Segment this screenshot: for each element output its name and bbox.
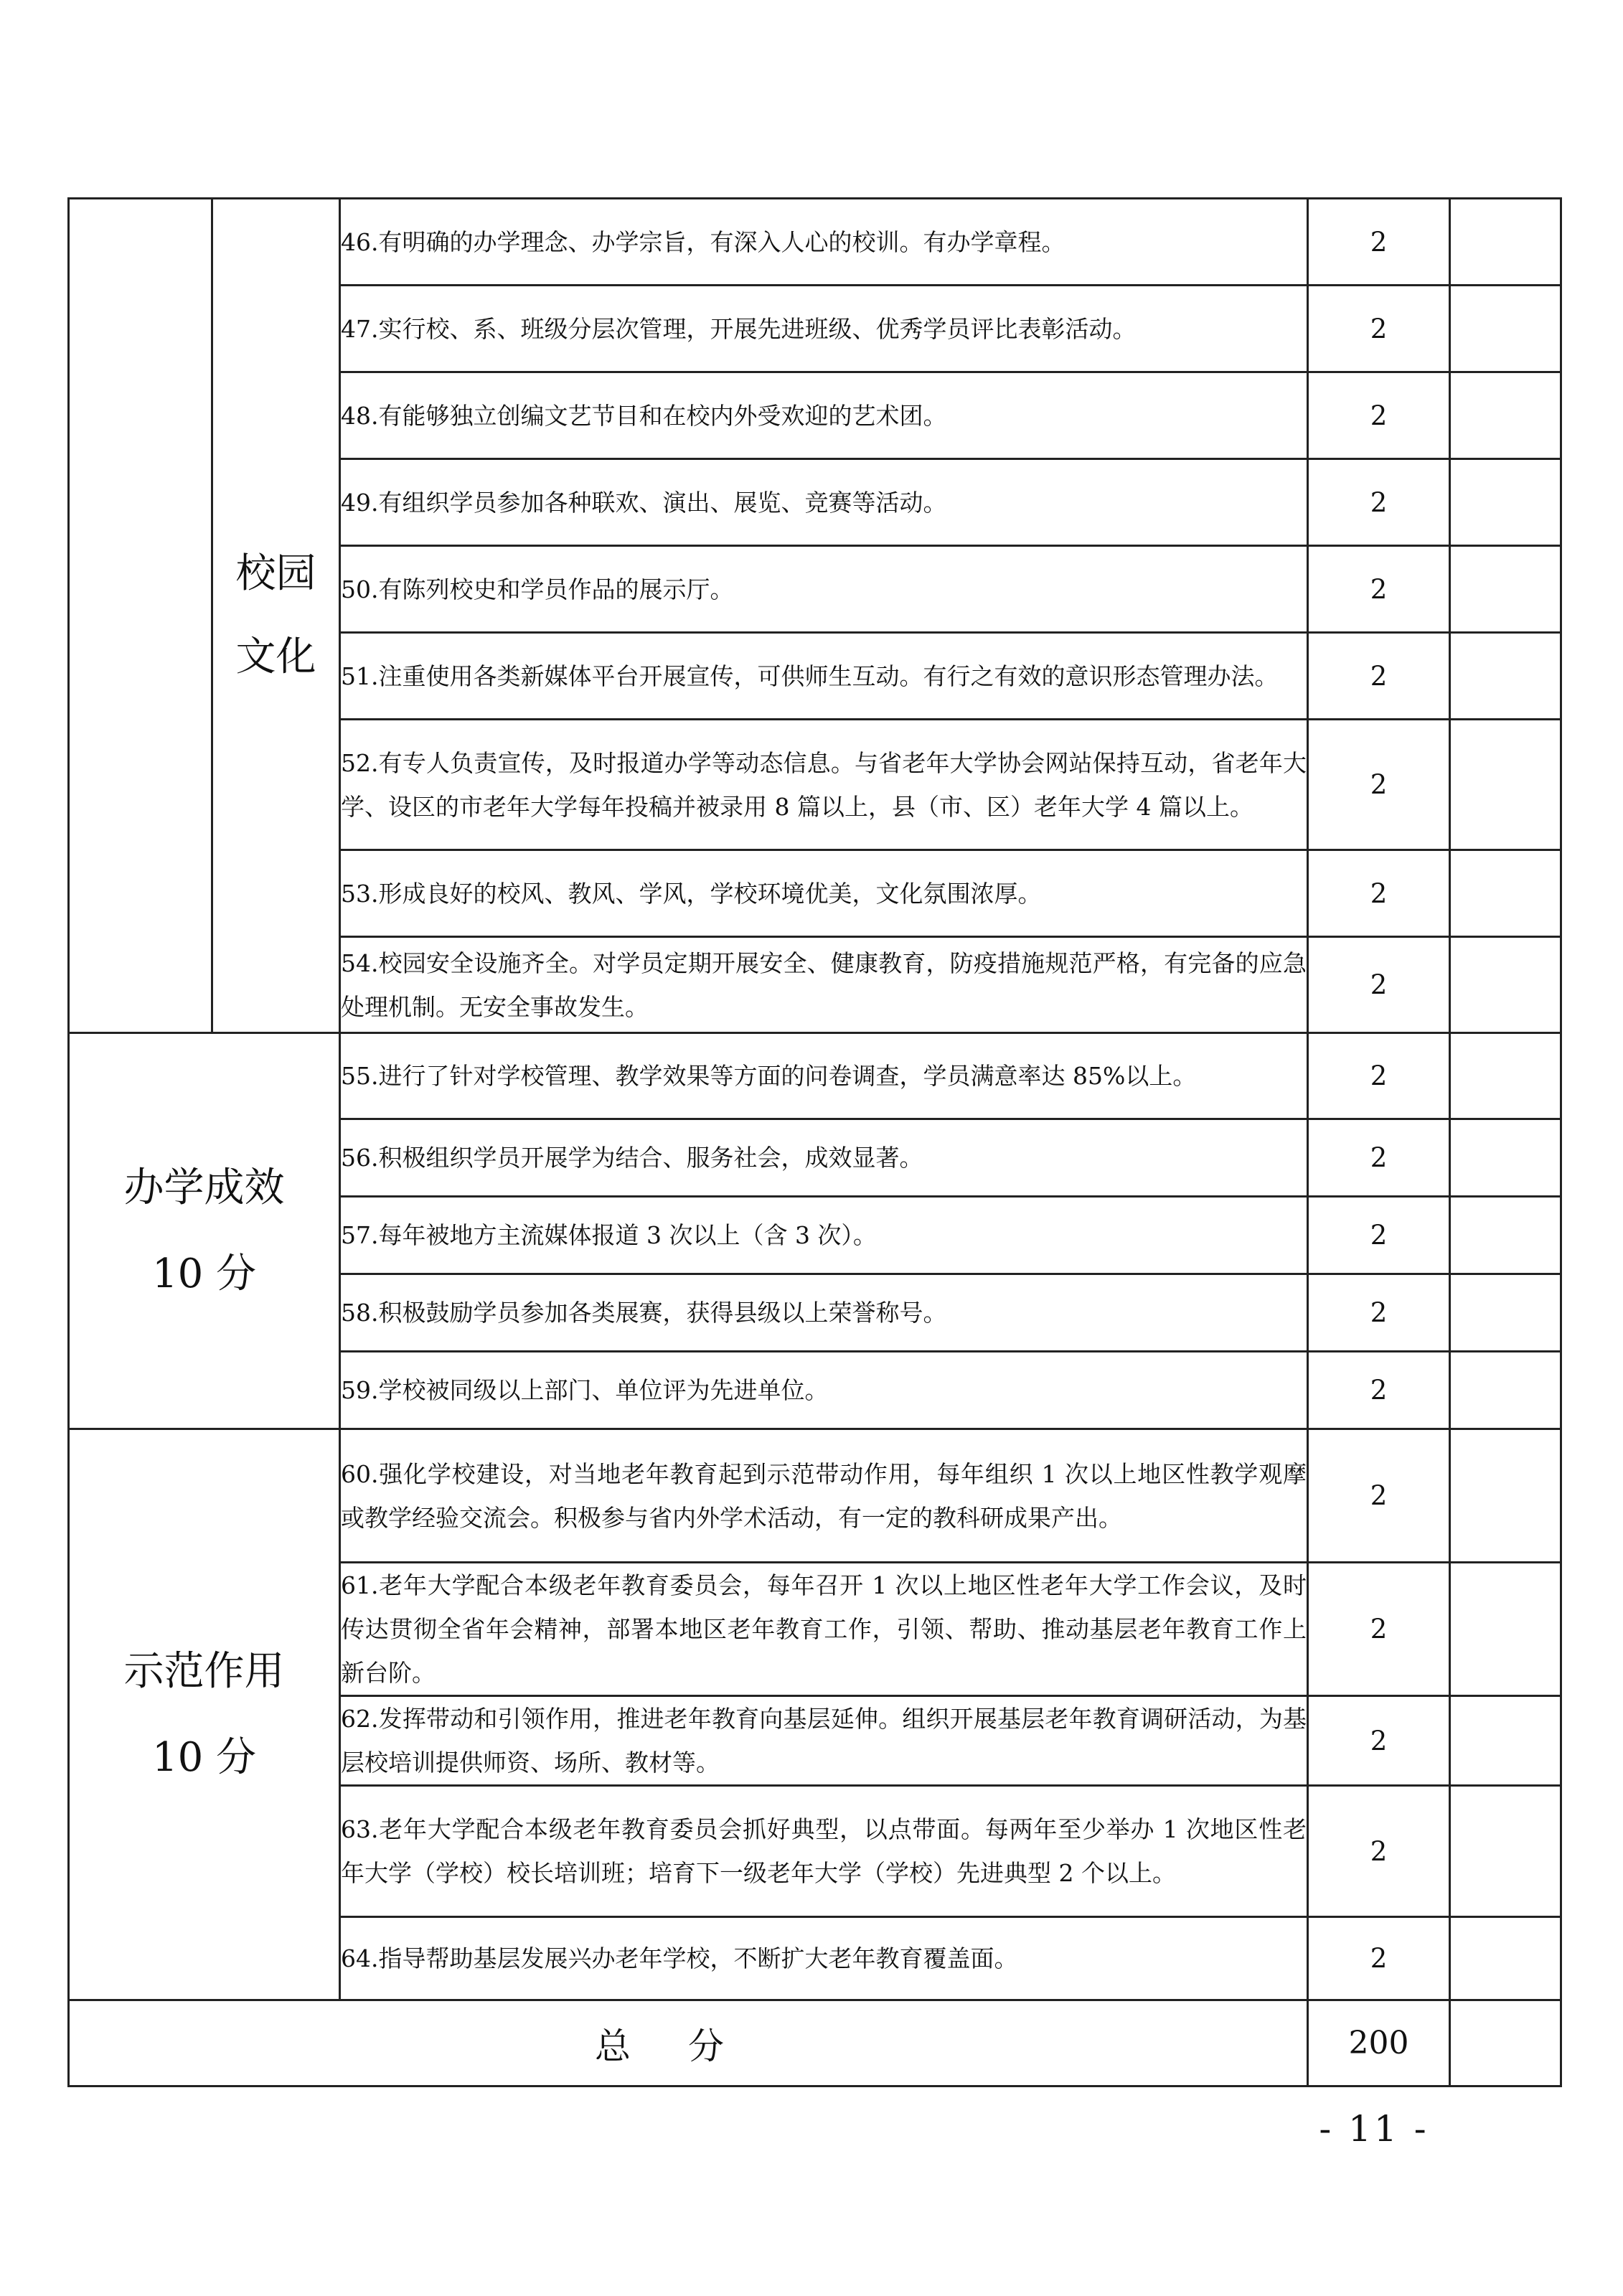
total-points: 200 [1308,2000,1450,2086]
score-cell-53[interactable] [1450,850,1561,937]
item-text-47: 47.实行校、系、班级分层次管理，开展先进班级、优秀学员评比表彰活动。 [340,286,1308,372]
score-cell-59[interactable] [1450,1352,1561,1429]
item-text-55: 55.进行了针对学校管理、教学效果等方面的问卷调查，学员满意率达 85%以上。 [340,1033,1308,1119]
item-text-61: 61.老年大学配合本级老年教育委员会，每年召开 1 次以上地区性老年大学工作会议，及时传达贯彻全省年会精神，部署本地区老年教育工作，引领、帮助、推动基层老年教育工作上新台阶。 [340,1563,1308,1696]
item-points-61: 2 [1308,1563,1450,1696]
item-points-60: 2 [1308,1429,1450,1563]
score-cell-50[interactable] [1450,546,1561,633]
item-text-60: 60.强化学校建设，对当地老年教育起到示范带动作用，每年组织 1 次以上地区性教学观摩或教学经验交流会。积极参与省内外学术活动，有一定的教科研成果产出。 [340,1429,1308,1563]
score-cell-54[interactable] [1450,937,1561,1033]
score-cell-57[interactable] [1450,1197,1561,1274]
item-points-46: 2 [1308,199,1450,286]
score-cell-62[interactable] [1450,1696,1561,1786]
item-text-63: 63.老年大学配合本级老年教育委员会抓好典型，以点带面。每两年至少举办 1 次地区性老年大学（学校）校长培训班；培育下一级老年大学（学校）先进典型 2 个以上。 [340,1786,1308,1917]
item-text-62: 62.发挥带动和引领作用，推进老年教育向基层延伸。组织开展基层老年教育调研活动，为基层校培训提供师资、场所、教材等。 [340,1696,1308,1786]
score-cell-61[interactable] [1450,1563,1561,1696]
item-points-63: 2 [1308,1786,1450,1917]
item-points-53: 2 [1308,850,1450,937]
item-text-56: 56.积极组织学员开展学为结合、服务社会，成效显著。 [340,1119,1308,1197]
item-text-64: 64.指导帮助基层发展兴办老年学校，不断扩大老年教育覆盖面。 [340,1917,1308,2000]
score-cell-47[interactable] [1450,286,1561,372]
item-text-53: 53.形成良好的校风、教风、学风，学校环境优美，文化氛围浓厚。 [340,850,1308,937]
item-points-55: 2 [1308,1033,1450,1119]
item-points-57: 2 [1308,1197,1450,1274]
table-row [69,1429,1561,1563]
item-text-51: 51.注重使用各类新媒体平台开展宣传，可供师生互动。有行之有效的意识形态管理办法。 [340,633,1308,720]
score-cell-64[interactable] [1450,1917,1561,2000]
item-points-62: 2 [1308,1696,1450,1786]
item-text-59: 59.学校被同级以上部门、单位评为先进单位。 [340,1352,1308,1429]
score-cell-48[interactable] [1450,372,1561,459]
item-text-57: 57.每年被地方主流媒体报道 3 次以上（含 3 次）。 [340,1197,1308,1274]
item-text-50: 50.有陈列校史和学员作品的展示厅。 [340,546,1308,633]
item-text-54: 54.校园安全设施齐全。对学员定期开展安全、健康教育，防疫措施规范严格，有完备的应急处理机制。无安全事故发生。 [340,937,1308,1033]
table-body [69,199,1561,2086]
item-text-48: 48.有能够独立创编文艺节目和在校内外受欢迎的艺术团。 [340,372,1308,459]
item-points-54: 2 [1308,937,1450,1033]
subcategory-cell-campus-culture: 校园 文化 [212,199,340,1033]
score-cell-55[interactable] [1450,1033,1561,1119]
page-number: - 11 - [1319,2108,1429,2150]
item-points-64: 2 [1308,1917,1450,2000]
score-cell-58[interactable] [1450,1274,1561,1352]
table-row [69,1033,1561,1119]
item-points-58: 2 [1308,1274,1450,1352]
total-label: 总分 [69,2000,1308,2086]
item-points-47: 2 [1308,286,1450,372]
category-cell-school-results: 办学成效 10 分 [69,1033,340,1429]
item-points-51: 2 [1308,633,1450,720]
item-text-58: 58.积极鼓励学员参加各类展赛，获得县级以上荣誉称号。 [340,1274,1308,1352]
score-cell-51[interactable] [1450,633,1561,720]
score-cell-60[interactable] [1450,1429,1561,1563]
score-cell-46[interactable] [1450,199,1561,286]
item-points-50: 2 [1308,546,1450,633]
category-cell-blank [69,199,212,1033]
item-points-59: 2 [1308,1352,1450,1429]
score-cell-52[interactable] [1450,720,1561,850]
total-score-cell[interactable] [1450,2000,1561,2086]
item-text-52: 52.有专人负责宣传，及时报道办学等动态信息。与省老年大学协会网站保持互动，省老年大学、设区的市老年大学每年投稿并被录用 8 篇以上，县（市、区）老年大学 4 篇以上。 [340,720,1308,850]
item-points-56: 2 [1308,1119,1450,1197]
item-points-52: 2 [1308,720,1450,850]
item-text-49: 49.有组织学员参加各种联欢、演出、展览、竞赛等活动。 [340,459,1308,546]
total-row [69,2000,1561,2086]
score-cell-63[interactable] [1450,1786,1561,1917]
table-row [69,199,1561,286]
item-points-48: 2 [1308,372,1450,459]
evaluation-score-table [67,197,1562,2087]
item-text-46: 46.有明确的办学理念、办学宗旨，有深入人心的校训。有办学章程。 [340,199,1308,286]
category-cell-demonstration-role: 示范作用 10 分 [69,1429,340,2000]
item-points-49: 2 [1308,459,1450,546]
score-cell-56[interactable] [1450,1119,1561,1197]
score-cell-49[interactable] [1450,459,1561,546]
